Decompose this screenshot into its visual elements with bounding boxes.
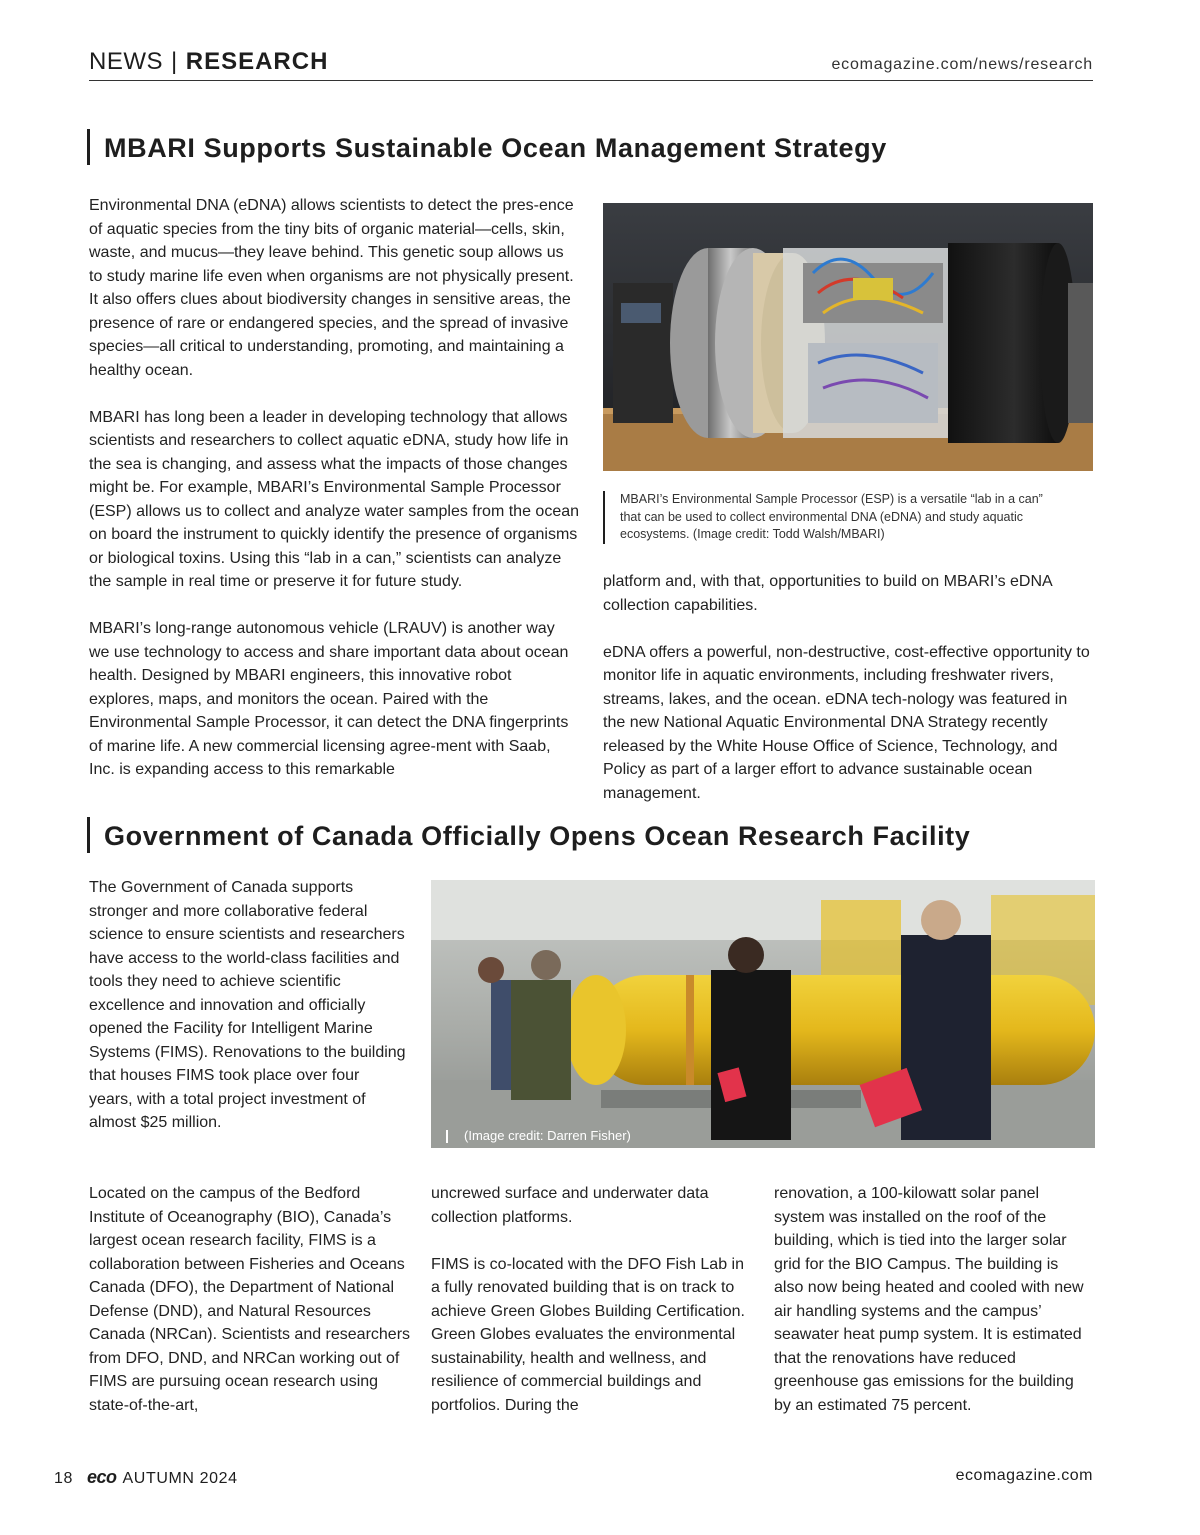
- title-accent-bar: [87, 129, 90, 165]
- title-accent-bar: [87, 817, 90, 853]
- paragraph: Environmental DNA (eDNA) allows scientists to detect the pres-ence of aquatic species from the tiny bits of organic material—cells, skin, waste, and mucus—they leave behind. This genetic soup allows us to study marine life even when organisms are not physically present. It also offers clues about biodiversity changes in sensitive areas, the presence of rare or endangered species, and the spread of invasive species—all critical to understanding, promoting, and maintaining a healthy ocean.: [89, 197, 574, 379]
- article-2-title-text: Government of Canada Officially Opens Ocean Research Facility: [104, 821, 971, 852]
- esp-photo-caption: MBARI’s Environmental Sample Processor (ESP) is a versatile “lab in a can” that can be used to collect environmental DNA (eDNA) and study aquatic ecosystems. (Image credit: Todd Walsh/MBARI): [603, 491, 1045, 544]
- article-2-column-1: [89, 1182, 411, 1417]
- article-1-left-column: [89, 194, 579, 782]
- subsection-label: RESEARCH: [185, 48, 329, 75]
- article-1-right-column: [603, 570, 1093, 805]
- header-url[interactable]: ecomagazine.com/news/research: [831, 56, 1093, 73]
- article-2-column-3: [774, 1182, 1092, 1417]
- fims-photo-caption: [446, 1128, 631, 1143]
- paragraph: uncrewed surface and underwater data collection platforms.: [431, 1185, 709, 1226]
- esp-instrument-photo: [603, 203, 1093, 471]
- article-2-intro: [89, 876, 407, 1135]
- paragraph: platform and, with that, opportunities to build on MBARI’s eDNA collection capabilities.: [603, 573, 1052, 614]
- article-2-title: [87, 820, 970, 856]
- paragraph: FIMS is co-located with the DFO Fish Lab in a fully renovated building that is on track to achieve Green Globes Building Certification. Green Globes evaluates the environmental sustainability, health and wellness, and resilience of commercial buildings and portfolios. During the: [431, 1255, 745, 1414]
- header-divider: [89, 80, 1093, 81]
- paragraph: MBARI has long been a leader in developing technology that allows scientists and researchers to collect aquatic eDNA, study how life in the sea is changing, and assess what the impacts of those changes might be. For example, MBARI’s Environmental Sample Processor (ESP) allows us to collect and analyze water samples from the ocean on board the instrument to quickly identify the presence of organisms or biological toxins. Using this “lab in a can,” scientists can analyze the sample in real time or preserve it for future study.: [89, 408, 580, 590]
- issue-label: AUTUMN 2024: [122, 1470, 238, 1487]
- article-1-title-text: MBARI Supports Sustainable Ocean Management Strategy: [104, 133, 887, 164]
- eco-logo: eco: [87, 1467, 117, 1487]
- page-number: 18: [54, 1470, 73, 1487]
- section-separator: |: [171, 48, 178, 75]
- fims-facility-photo: [431, 880, 1095, 1148]
- caption-text: (Image credit: Darren Fisher): [464, 1128, 631, 1143]
- paragraph: eDNA offers a powerful, non-destructive, cost-effective opportunity to monitor life in aquatic environments, including freshwater rivers, streams, lakes, and the ocean. eDNA tech-nology was featured in the new National Aquatic Environmental DNA Strategy recently released by the White House Office of Science, Technology, and Policy as part of a larger effort to advance sustainable ocean management.: [603, 643, 1090, 802]
- paragraph: The Government of Canada supports stronger and more collaborative federal science to ensure scientists and researchers have access to the world-class facilities and tools they need to achieve scientific excellence and innovation and officially opened the Facility for Intelligent Marine Systems (FIMS). Renovations to the building that houses FIMS took place over four years, with a total project investment of almost $25 million.: [89, 879, 406, 1131]
- paragraph: Located on the campus of the Bedford Institute of Oceanography (BIO), Canada’s largest ocean research facility, FIMS is a collaboration between Fisheries and Oceans Canada (DFO), the Department of National Defense (DND), and Natural Resources Canada (NRCan). Scientists and researchers from DFO, DND, and NRCan working out of FIMS are pursuing ocean research using state-of-the-art,: [89, 1185, 411, 1414]
- section-label: NEWS: [89, 48, 163, 75]
- article-2-column-2: [431, 1182, 749, 1417]
- page-footer-left: [54, 1467, 238, 1488]
- caption-accent-bar: [446, 1130, 448, 1143]
- footer-url[interactable]: ecomagazine.com: [955, 1467, 1093, 1484]
- paragraph: renovation, a 100-kilowatt solar panel system was installed on the roof of the building, which is tied into the larger solar grid for the BIO Campus. The building is also now being heated and cooled with new air handling systems and the campus’ seawater heat pump system. It is estimated that the renovations have reduced greenhouse gas emissions for the building by an estimated 75 percent.: [774, 1185, 1084, 1414]
- paragraph: MBARI’s long-range autonomous vehicle (LRAUV) is another way we use technology to access and share important data about ocean health. Designed by MBARI engineers, this innovative robot explores, maps, and monitors the ocean. Paired with the Environmental Sample Processor, it can detect the DNA fingerprints of marine life. A new commercial licensing agree-ment with Saab, Inc. is expanding access to this remarkable: [89, 620, 569, 778]
- section-header: [89, 48, 328, 76]
- article-1-title: [87, 132, 887, 168]
